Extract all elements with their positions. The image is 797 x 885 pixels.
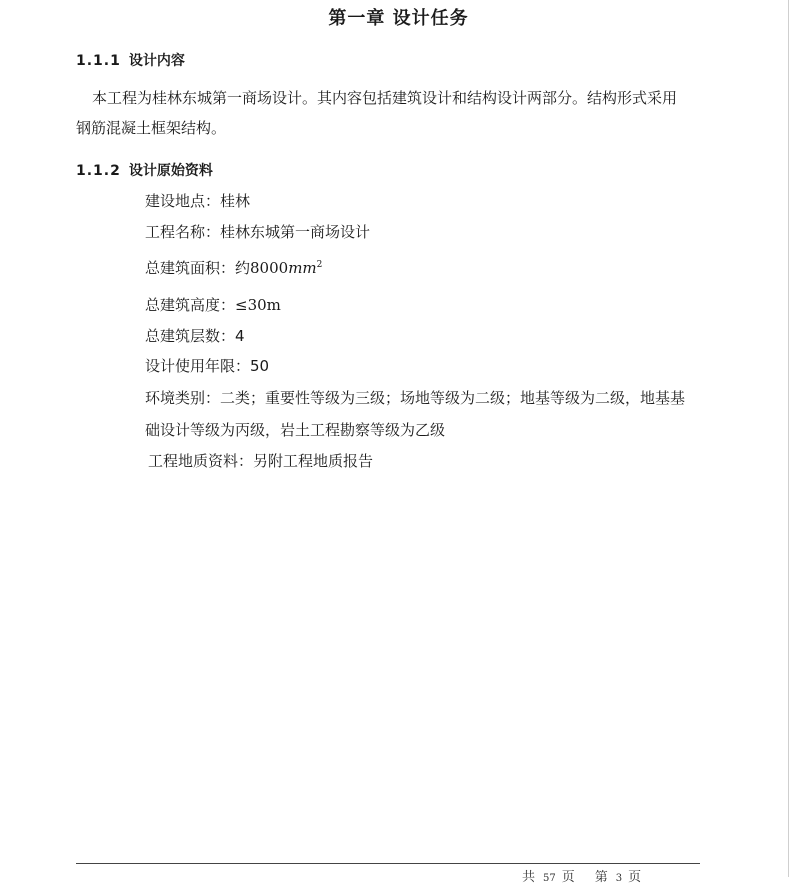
section-heading-original-data [76,160,213,180]
item-service-life: 设计使用年限：50 [145,357,270,375]
area-label: 总建筑面积：约 [145,259,251,277]
footer-page-word: 页 [561,870,577,885]
item-total-height [145,294,281,315]
item-project-name: 工程名称：桂林东城第一商场设计 [145,223,371,241]
paragraph-line-2: 钢筋混凝土框架结构。 [76,119,227,137]
section-title: 设计原始资料 [128,163,213,179]
item-environment-line-1: 环境类别：二类；重要性等级为三级；场地等级为二级；地基等级为二级，地基基 [145,389,686,407]
section-number: 1.1.2 [76,163,121,179]
paragraph-line-1: 本工程为桂林东城第一商场设计。其内容包括建筑设计和结构设计两部分。结构形式采用 [92,89,678,107]
footer-current-page: 3 [615,873,623,884]
area-number: 8000 [250,259,289,277]
chapter-title: 第一章 设计任务 [328,8,469,29]
section-heading-design-content [76,50,185,70]
height-value: ≤30m [235,296,281,314]
item-total-area [145,257,322,278]
area-exponent: 2 [316,260,323,270]
area-unit: mm [288,259,317,277]
item-environment-line-2: 础设计等级为丙级，岩土工程勘察等级为乙级 [145,421,446,439]
section-title: 设计内容 [128,53,185,69]
page-edge-rule [788,0,789,877]
item-geology: 工程地质资料：另附工程地质报告 [148,452,374,470]
section-number: 1.1.1 [76,53,121,69]
footer-total-prefix: 共 [522,870,538,885]
item-floors: 总建筑层数：4 [145,327,245,345]
area-value [250,259,322,277]
footer-current-suffix: 页 [628,870,644,885]
page-footer [522,866,643,885]
footer-rule [76,863,700,864]
footer-current-prefix: 第 [594,870,610,885]
item-location: 建设地点：桂林 [145,192,251,210]
height-label: 总建筑高度： [145,296,236,314]
footer-total-pages: 57 [543,873,556,884]
